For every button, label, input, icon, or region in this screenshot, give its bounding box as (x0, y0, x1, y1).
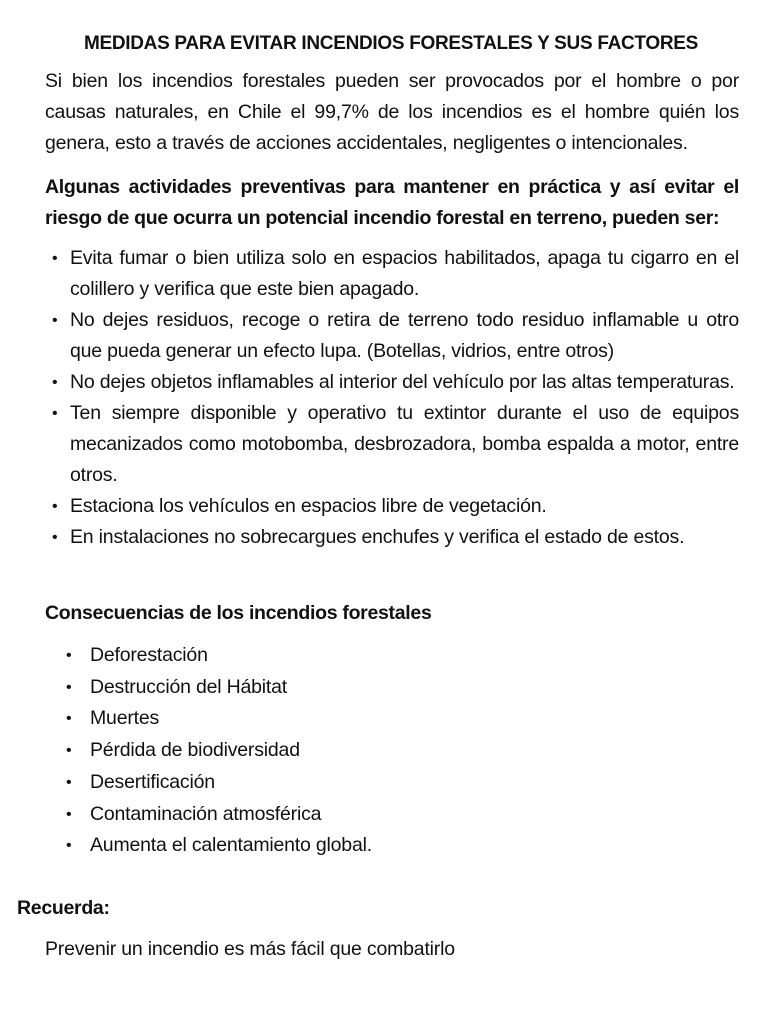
consequence-item (66, 640, 372, 672)
prevention-item (50, 522, 739, 553)
bullet-icon: • (66, 805, 72, 823)
prevention-item (50, 243, 739, 305)
consequence-item-text: Contaminación atmosférica (90, 802, 322, 825)
consequence-item-text: Aumenta el calentamiento global. (90, 834, 372, 857)
document-title: MEDIDAS PARA EVITAR INCENDIOS FORESTALES Y SUS FACTORES (83, 33, 699, 54)
consequence-item-text: Pérdida de biodiversidad (90, 739, 300, 762)
bullet-icon: • (66, 742, 72, 760)
prevention-item (50, 491, 739, 522)
bullet-icon: • (66, 837, 72, 855)
prevention-item-text: No dejes objetos inflamables al interior del vehículo por las altas temperaturas. (70, 371, 735, 393)
prevention-item-text: No dejes residuos, recoge o retira de terreno todo residuo inflamable u otro que pueda generar un efecto lupa. (Botellas, vidrios, entre otros) (70, 309, 739, 362)
bullet-icon: • (66, 710, 72, 728)
bullet-icon: • (52, 374, 58, 391)
bullet-icon: • (66, 678, 72, 696)
bullet-icon: • (52, 250, 58, 267)
prevention-item (50, 398, 739, 491)
consequence-item (66, 735, 372, 767)
intro-paragraph: Si bien los incendios forestales pueden ser provocados por el hombre o por causas naturales, en Chile el 99,7% de los incendios es el hombre quién los genera, esto a través de acciones accidentales, negligentes o intencionales. (45, 70, 739, 154)
consequences-list (66, 640, 372, 862)
bullet-icon: • (66, 773, 72, 791)
prevention-item-text: Evita fumar o bien utiliza solo en espacios habilitados, apaga tu cigarro en el colillero y verifica que este bien apagado. (70, 247, 739, 300)
consequence-item-text: Destrucción del Hábitat (90, 675, 287, 698)
remember-heading: Recuerda: (17, 897, 110, 919)
consequences-heading: Consecuencias de los incendios forestales (45, 602, 432, 624)
remember-text: Prevenir un incendio es más fácil que combatirlo (45, 938, 455, 960)
prevention-item-text: Estaciona los vehículos en espacios libre de vegetación. (70, 495, 547, 517)
bullet-icon: • (66, 647, 72, 664)
consequence-item (66, 830, 372, 862)
consequence-item (66, 799, 372, 831)
bullet-icon: • (52, 498, 58, 515)
consequence-item-text: Desertificación (90, 770, 215, 793)
consequence-item (66, 703, 372, 735)
bullet-icon: • (52, 529, 58, 546)
consequence-item-text: Muertes (90, 707, 160, 730)
bullet-icon: • (52, 312, 58, 329)
bullet-icon: • (52, 405, 58, 422)
consequence-item-text: Deforestación (90, 644, 208, 666)
prevention-list (50, 243, 739, 553)
prevention-item-text: Ten siempre disponible y operativo tu extintor durante el uso de equipos mecanizados como motobomba, desbrozadora, bomba espalda a motor, entre otros. (70, 402, 739, 486)
consequence-item (66, 672, 372, 704)
prevention-heading: Algunas actividades preventivas para mantener en práctica y así evitar el riesgo de que ocurra un potencial incendio forestal en terreno, pueden ser: (45, 176, 739, 229)
prevention-item-text: En instalaciones no sobrecargues enchufes y verifica el estado de estos. (70, 526, 685, 548)
consequence-item (66, 767, 372, 799)
prevention-item (50, 305, 739, 367)
prevention-item (50, 367, 739, 398)
